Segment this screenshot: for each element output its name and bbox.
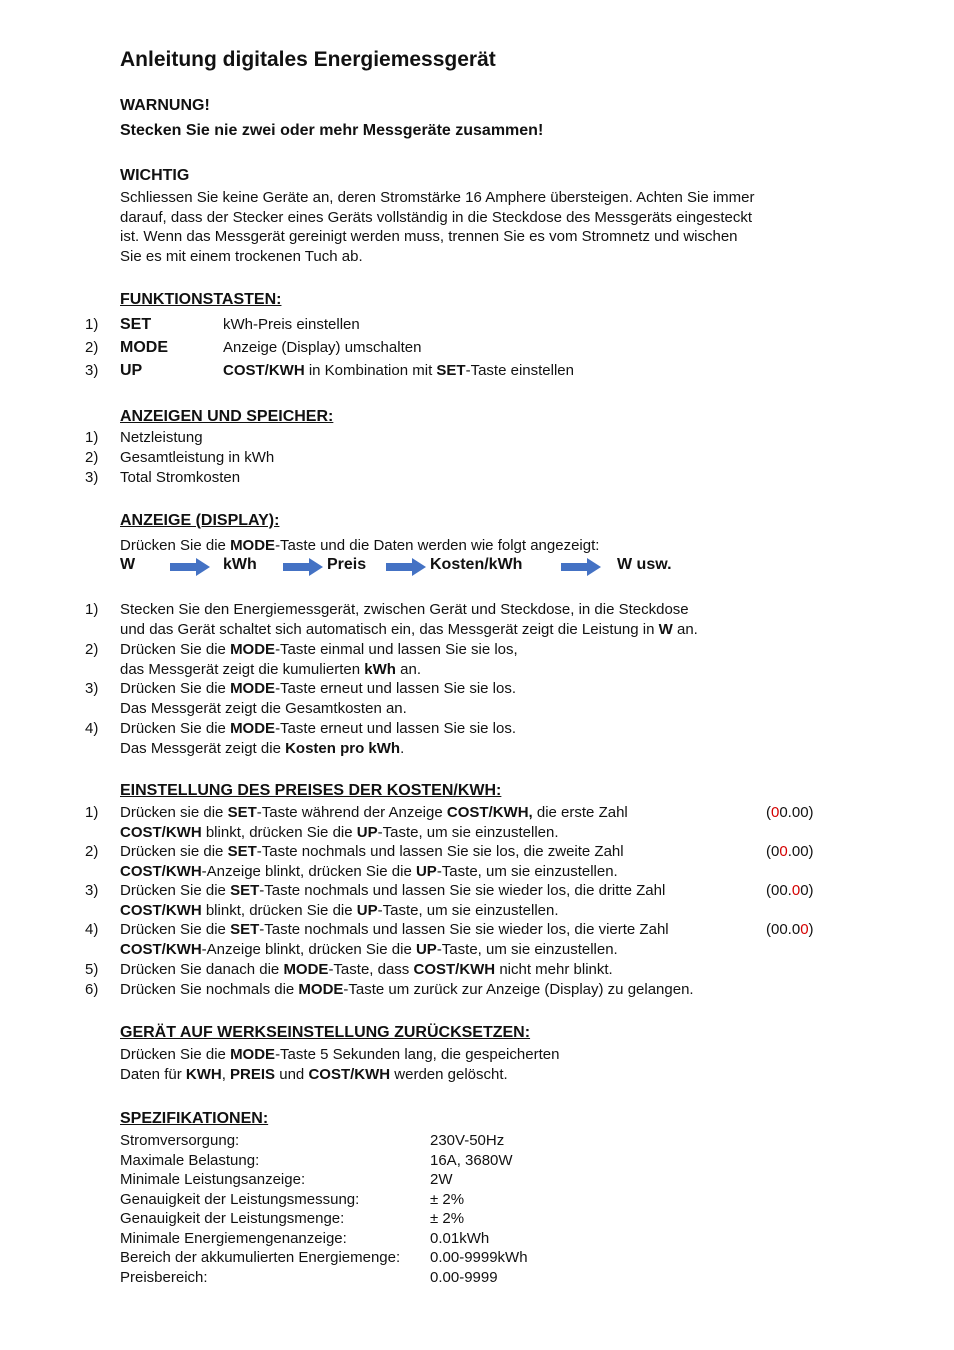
important-paragraph: Schliessen Sie keine Geräte an, deren Stromstärke 16 Amphere übersteigen. Achten Sie immer darauf, dass der Stecker eines Geräts vollständig in die Steckdose des Messgeräts eingesteckt ist. Wenn das Messgerät gereinigt werden muss, trennen Sie es vom Stromnetz und wischen Sie es mit einem trockenen Tuch ab. [120, 189, 755, 265]
right-arrow-icon [283, 558, 323, 576]
flow-step-kwh: kWh [223, 556, 257, 573]
right-arrow-icon [170, 558, 210, 576]
document-page: Anleitung digitales Energiemessgerät WARNUNG! Stecken Sie nie zwei oder mehr Messgeräte zusammen! WICHTIG Schliessen Sie keine Geräte an, deren Stromstärke 16 Amphere übersteigen. Achten Sie immer darauf, dass der Stecker eines Geräts vollständig in die Steckdose des Messgeräts eingesteckt ist. Wenn das Messgerät gereinigt werden muss, trennen Sie es vom Stromnetz und wischen Sie es mit einem trockenen Tuch ab. FUNKTIONSTASTEN: 1) SET kWh-Preis einstellen 2) MODE Anzeige (Display) umschalten 3) UP COST/KWH in Kombination mit SET-Taste einstellen ANZEIGEN UND SPEICHER: 1) Netzleistung 2) Gesamtleistung in kWh 3) Total Stromkosten ANZEIGE (DISPLAY): Drücken Sie die MODE-Taste und die Daten werden wie folgt angezeigt: W kWh Preis Kosten/kWh W usw. 1) Stecken Sie den Energiemessgerät, zwischen Gerät und Steckdose, in die Steckdose und das Gerät schaltet sich automatisch ein, das Messgerät zeigt die Leistung in W an. 2) Drücken Sie die MODE-Taste einmal und lassen Sie sie los, das Messgerät zeigt die kumulierten kWh an. 3) Drücken Sie die MODE-Taste erneut und lassen Sie sie los. Das Messgerät zeigt die Gesamtkosten an. 4) Drücken Sie die MODE-Taste erneut und lassen Sie sie los. Das Messgerät zeigt die Kosten pro kWh. EINSTELLUNG DES PREISES DER KOSTEN/KWH: 1) Drücken sie die SET-Taste während der Anzeige COST/KWH, die erste Zahl COST/KWH blinkt, drücken Sie die UP-Taste, um sie einzustellen. (00.00) 2) Drücken sie die SET-Taste nochmals und lassen Sie sie los, die zweite Zahl COST/KWH-Anzeige blinkt, drücken Sie die UP-Taste, um sie einzustellen. (00.00) 3) Drücken Sie die SET-Taste nochmals und lassen Sie sie wieder los, die dritte Zahl COST/KWH blinkt, drücken Sie die UP-Taste, um sie einzustellen. (00.00) 4) Drücken Sie die SET-Taste nochmals und lassen Sie sie wieder los, die vierte Zahl COST/KWH-Anzeige blinkt, drücken Sie die UP-Taste, um sie einzustellen. (00.00) 5) Drücken Sie danach die MODE-Taste, dass COST/KWH nicht mehr blinkt. 6) Drücken Sie nochmals die MODE-Taste um zurück zur Anzeige (Display) zu gelangen. GERÄT AUF WERKSEINSTELLUNG ZURÜCKSETZEN: Drücken Sie die MODE-Taste 5 Sekunden lang, die gespeicherten Daten für KWH, PREIS und COST/KWH werden gelöscht. SPEZIFIKATIONEN: Stromversorgung: 230V-50Hz Maximale Belastung: 16A, 3680W Minimale Leistungsanzeige: 2W Genauigkeit der Leistungsmessung: ± 2% Genauigkeit der Leistungsmenge: ± 2% Minimale Energiemengenanzeige: 0.01kWh Bereich der akkumulierten Energiemenge: 0.00-9999kWh Preisbereich: 0.00-9999 [0, 0, 954, 1350]
reset-heading: GERÄT AUF WERKSEINSTELLUNG ZURÜCKSETZEN: [120, 1024, 531, 1041]
display-heading: ANZEIGE (DISPLAY): [120, 512, 280, 529]
flow-step-cost-per-kwh: Kosten/kWh [430, 556, 523, 573]
flow-step-price: Preis [327, 556, 367, 573]
specs-heading: SPEZIFIKATIONEN: [120, 1110, 269, 1127]
document-title: Anleitung digitales Energiemessgerät [120, 48, 496, 71]
right-arrow-icon [561, 558, 601, 576]
warning-text: Stecken Sie nie zwei oder mehr Messgeräte zusammen! [120, 122, 544, 139]
price-digit-indicator: (00.00) [766, 921, 814, 938]
important-heading: WICHTIG [120, 167, 190, 184]
flow-step-w-etc: W usw. [617, 556, 672, 573]
price-digit-indicator: (00.00) [766, 804, 814, 821]
warning-label: WARNUNG! [120, 97, 210, 114]
function-keys-heading: FUNKTIONSTASTEN: [120, 291, 282, 308]
right-arrow-icon [386, 558, 426, 576]
displays-memory-heading: ANZEIGEN UND SPEICHER: [120, 408, 334, 425]
price-digit-indicator: (00.00) [766, 882, 814, 899]
flow-step-w: W [120, 556, 136, 573]
price-setting-heading: EINSTELLUNG DES PREISES DER KOSTEN/KWH: [120, 782, 502, 799]
price-digit-indicator: (00.00) [766, 843, 814, 860]
